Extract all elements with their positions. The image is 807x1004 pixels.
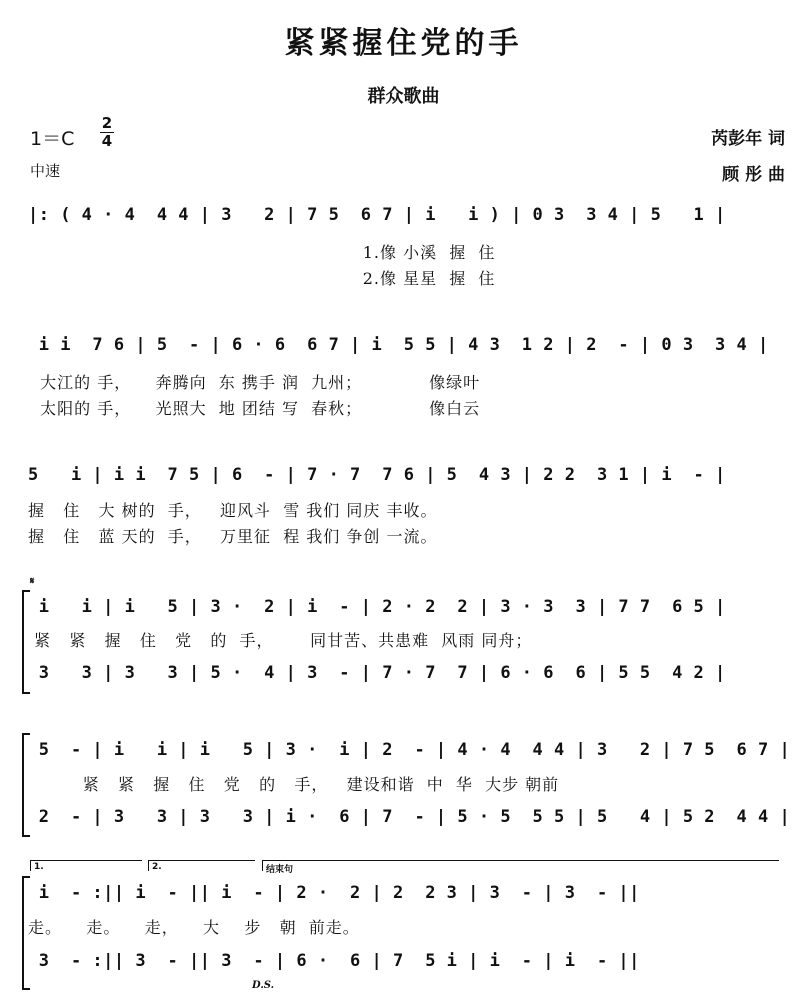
- time-signature-top: 2: [101, 114, 113, 132]
- notation-line-5-lower: 2 - | 3 3 | 3 3 | i · 6 | 7 - | 5 · 5 5 5 | 5 4 | 5 2 4 4 |: [28, 807, 791, 827]
- lyric-line-2-verse-1: 大江的 手， 奔腾向 东 携手 润 九州； 像绿叶: [28, 373, 481, 392]
- notation-line-5: 5 - | i i | i 5 | 3 · i | 2 - | 4 · 4 4 4 | 3 2 | 7 5 6 7 |: [28, 740, 791, 760]
- lyric-line-4: 紧 紧 握 住 党 的 手， 同甘苦、共患难 风雨 同舟；: [28, 631, 533, 650]
- time-signature: [100, 115, 114, 150]
- lyric-line-3-verse-1: 握 住 大 树的 手， 迎风斗 雪 我们 同庆 丰收。: [28, 501, 438, 520]
- volta-second-ending: 2.: [148, 860, 255, 871]
- lyric-line-1-verse-1: 1.像 小溪 握 住: [28, 243, 496, 262]
- volta-first-ending: 1.: [30, 860, 142, 871]
- composer-credit: 顾 彤 曲: [722, 165, 785, 185]
- notation-line-1: |: ( 4 · 4 4 4 | 3 2 | 7 5 6 7 | i i ) | 0 3 3 4 | 5 1 |: [28, 205, 726, 225]
- key-signature: 1＝C: [30, 128, 75, 150]
- lyric-line-1-verse-2: 2.像 星星 握 住: [28, 269, 496, 288]
- lyric-line-6: 走。 走。 走， 大 步 朝 前走。: [28, 918, 360, 937]
- lyricist-credit: 芮彭年 词: [711, 129, 785, 149]
- coda-ending-label: 结束句: [262, 860, 779, 871]
- tempo-marking: 中速: [30, 162, 61, 180]
- notation-line-6-lower: 3 - :|| 3 - || 3 - | 6 · 6 | 7 5 i | i - | i - ||: [28, 951, 640, 971]
- segno-sign: 𝄋: [30, 576, 35, 587]
- time-signature-bottom: 4: [101, 132, 113, 150]
- lyric-line-3-verse-2: 握 住 蓝 天的 手， 万里征 程 我们 争创 一流。: [28, 527, 438, 546]
- song-subtitle: 群众歌曲: [367, 86, 440, 107]
- lyric-line-2-verse-2: 太阳的 手， 光照大 地 团结 写 春秋； 像白云: [28, 399, 481, 418]
- notation-line-2: i i 7 6 | 5 - | 6 · 6 6 7 | i 5 5 | 4 3 1 2 | 2 - | 0 3 3 4 |: [28, 335, 769, 355]
- notation-line-4-lower: 3 3 | 3 3 | 5 · 4 | 3 - | 7 · 7 7 | 6 · 6 6 | 5 5 4 2 |: [28, 663, 726, 683]
- lyric-line-5: 紧 紧 握 住 党 的 手， 建设和谐 中 华 大步 朝前: [28, 775, 560, 794]
- notation-line-3: 5 i | i i 7 5 | 6 - | 7 · 7 7 6 | 5 4 3 | 2 2 3 1 | i - |: [28, 465, 726, 485]
- song-title: 紧紧握住党的手: [284, 26, 523, 61]
- dal-segno-mark: D.S.: [252, 980, 275, 991]
- notation-line-6: i - :|| i - || i - | 2 · 2 | 2 2 3 | 3 - | 3 - ||: [28, 883, 640, 903]
- notation-line-4: i i | i 5 | 3 · 2 | i - | 2 · 2 2 | 3 · 3 3 | 7 7 6 5 |: [28, 597, 726, 617]
